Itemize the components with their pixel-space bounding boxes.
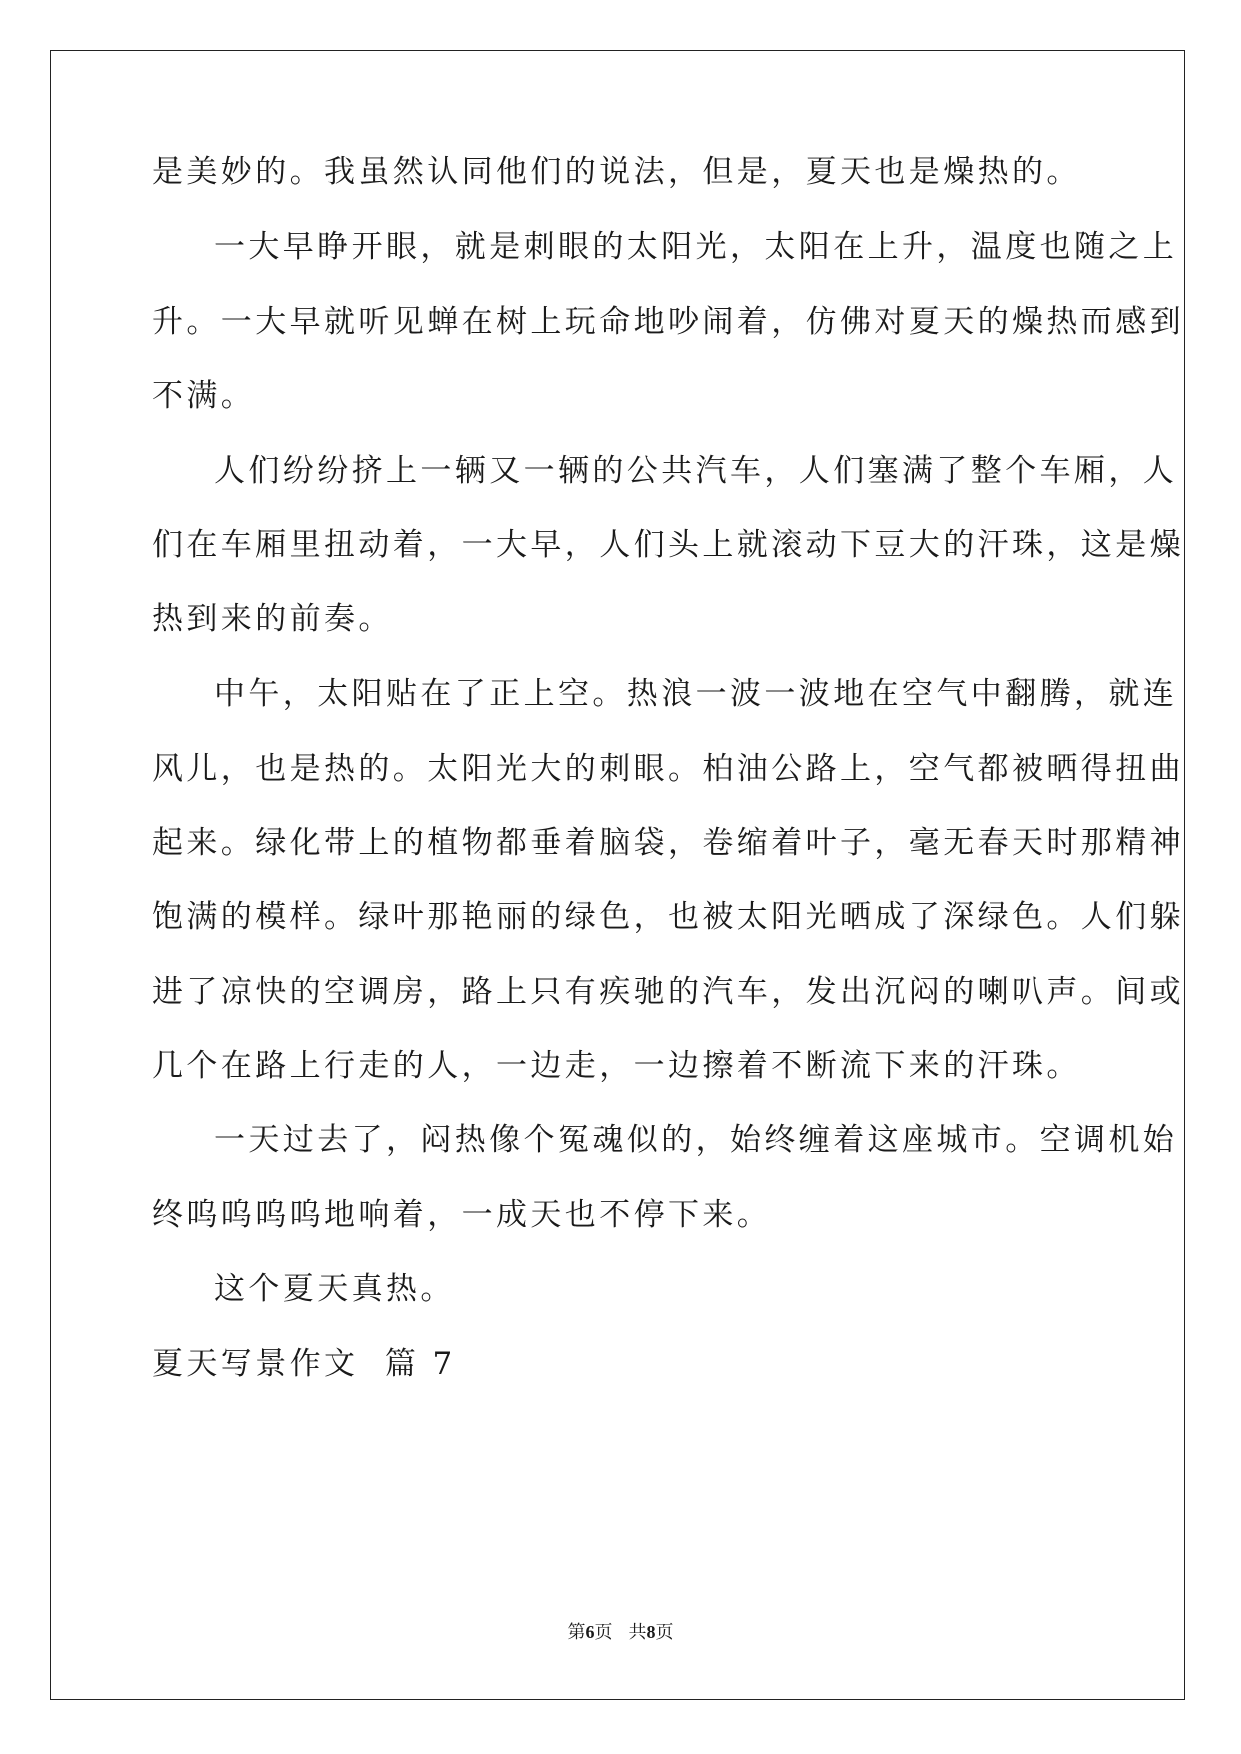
text-line: 中午，太阳贴在了正上空。热浪一波一波地在空气中翻腾，就连	[214, 676, 1178, 712]
text-line: 几个在路上行走的人，一边走，一边擦着不断流下来的汗珠。	[152, 1048, 1081, 1084]
footer-total-suffix: 页	[655, 1622, 674, 1643]
current-page-number: 6	[585, 1622, 595, 1642]
text-line: 饱满的模样。绿叶那艳丽的绿色，也被太阳光晒成了深绿色。人们躲	[152, 899, 1184, 935]
text-line: 这个夏天真热。	[214, 1271, 455, 1307]
text-line: 人们纷纷挤上一辆又一辆的公共汽车，人们塞满了整个车厢，人	[214, 453, 1178, 489]
text-line: 不满。	[152, 378, 256, 414]
text-line: 进了凉快的空调房，路上只有疾驰的汽车，发出沉闷的喇叭声。间或	[152, 974, 1184, 1010]
page-footer	[0, 1620, 1241, 1645]
section-heading: 夏天写景作文 篇 7	[152, 1346, 456, 1382]
text-line: 升。一大早就听见蝉在树上玩命地吵闹着，仿佛对夏天的燥热而感到	[152, 304, 1184, 340]
text-line: 是美妙的。我虽然认同他们的说法，但是，夏天也是燥热的。	[152, 154, 1081, 190]
text-line: 一大早睁开眼，就是刺眼的太阳光，太阳在上升，温度也随之上	[214, 229, 1178, 265]
text-line: 起来。绿化带上的植物都垂着脑袋，卷缩着叶子，毫无春天时那精神	[152, 825, 1184, 861]
footer-prefix: 第	[567, 1622, 586, 1643]
text-line: 们在车厢里扭动着，一大早，人们头上就滚动下豆大的汗珠，这是燥	[152, 527, 1184, 563]
text-line: 风儿，也是热的。太阳光大的刺眼。柏油公路上，空气都被晒得扭曲	[152, 751, 1184, 787]
text-line: 终呜呜呜呜地响着，一成天也不停下来。	[152, 1197, 772, 1233]
footer-total-prefix: 共	[628, 1622, 647, 1643]
footer-page-suffix: 页	[594, 1622, 613, 1643]
total-pages-number: 8	[646, 1622, 656, 1642]
text-line: 热到来的前奏。	[152, 601, 393, 637]
text-line: 一天过去了，闷热像个冤魂似的，始终缠着这座城市。空调机始	[214, 1122, 1178, 1158]
page-frame	[50, 50, 1185, 1700]
